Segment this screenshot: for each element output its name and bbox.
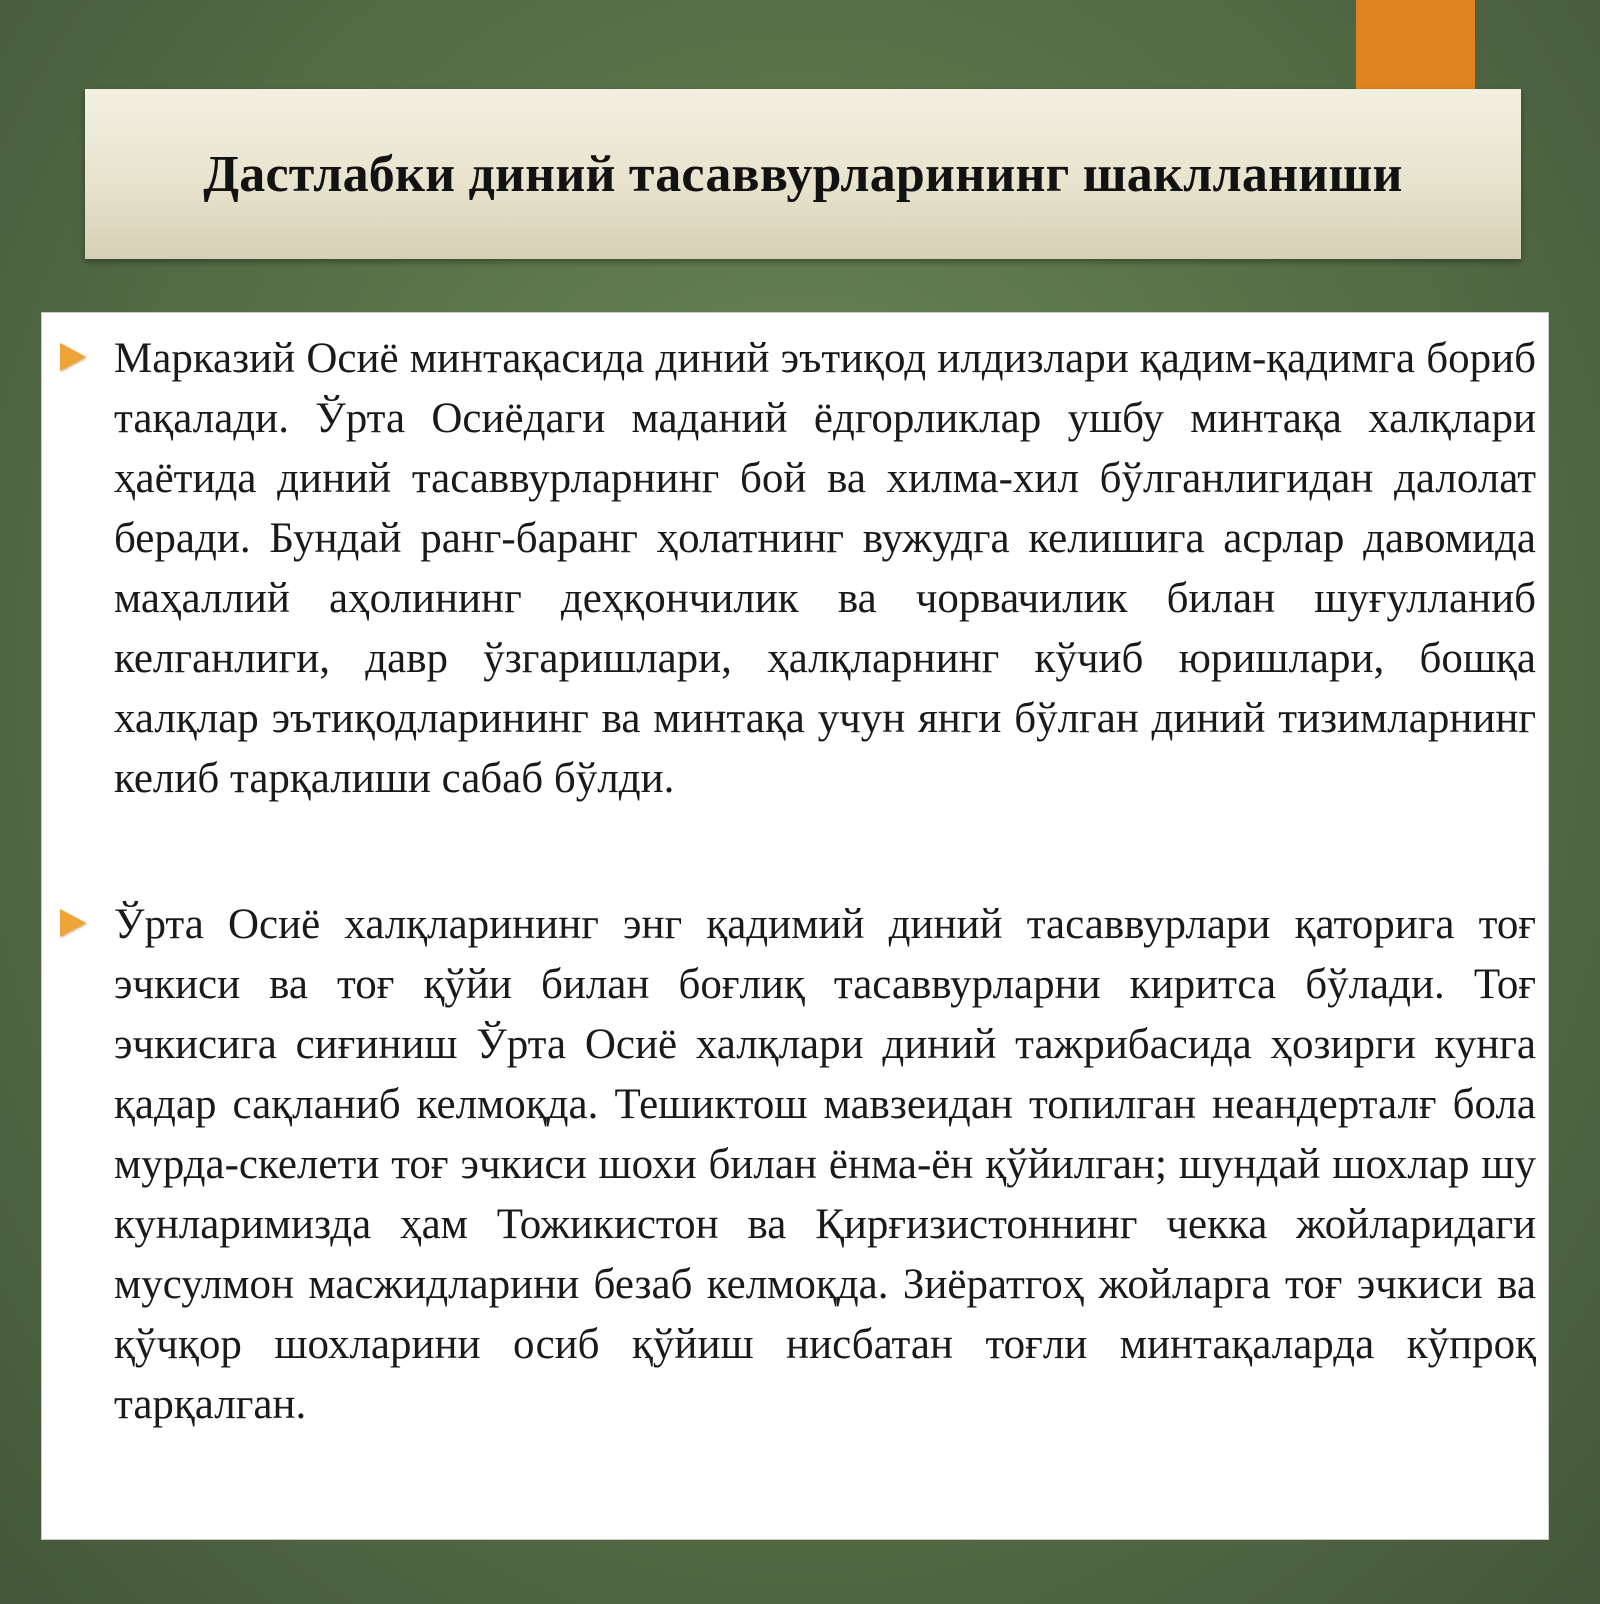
content-panel xyxy=(41,312,1549,1540)
slide-title: Дастлабки диний тасаввурларининг шаклланиши xyxy=(203,145,1403,203)
bullet-text: Марказий Осиё минтақасида диний эътиқод илдизлари қадим-қадимга бориб тақалади. Ўрта Осиёдаги маданий ёдгорликлар ушбу минтақа халқлари ҳаётида диний тасаввурларнинг бой ва хилма-хил бўлганлигидан далолат беради. Бундай ранг-баранг ҳолатнинг вужудга келишига асрлар давомида маҳаллий аҳолининг деҳқончилик ва чорвачилик билан шуғулланиб келганлиги, давр ўзгаришлари, ҳалқларнинг кўчиб юришлари, бошқа халқлар эътиқодларининг ва минтақа учун янги бўлган диний тизимларнинг келиб тарқалиши сабаб бўлди. xyxy=(114,335,1536,802)
triangle-bullet-icon xyxy=(60,343,86,371)
accent-tab xyxy=(1356,0,1475,94)
bullet-text: Ўрта Осиё халқларининг энг қадимий диний тасаввурлари қаторига тоғ эчкиси ва тоғ қўйи билан боғлиқ тасаввурларни киритса бўлади. Тоғ эчкисига сиғиниш Ўрта Осиё халқлари диний тажрибасида ҳозирги кунга қадар сақланиб келмоқда. Тешиктош мавзеидан топилган неандерталғ бола мурда-скелети тоғ эчкиси шохи билан ёнма-ён қўйилган; шундай шохлар шу кунларимизда ҳам Тожикистон ва Қирғизистоннинг чекка жойларидаги мусулмон масжидларини безаб келмоқда. Зиёратгоҳ жойларга тоғ эчкиси ва қўчқор шохларини осиб қўйиш нисбатан тоғли минтақаларда кўпроқ тарқалган. xyxy=(114,901,1536,1428)
title-banner xyxy=(85,89,1521,259)
triangle-bullet-icon xyxy=(60,909,86,937)
